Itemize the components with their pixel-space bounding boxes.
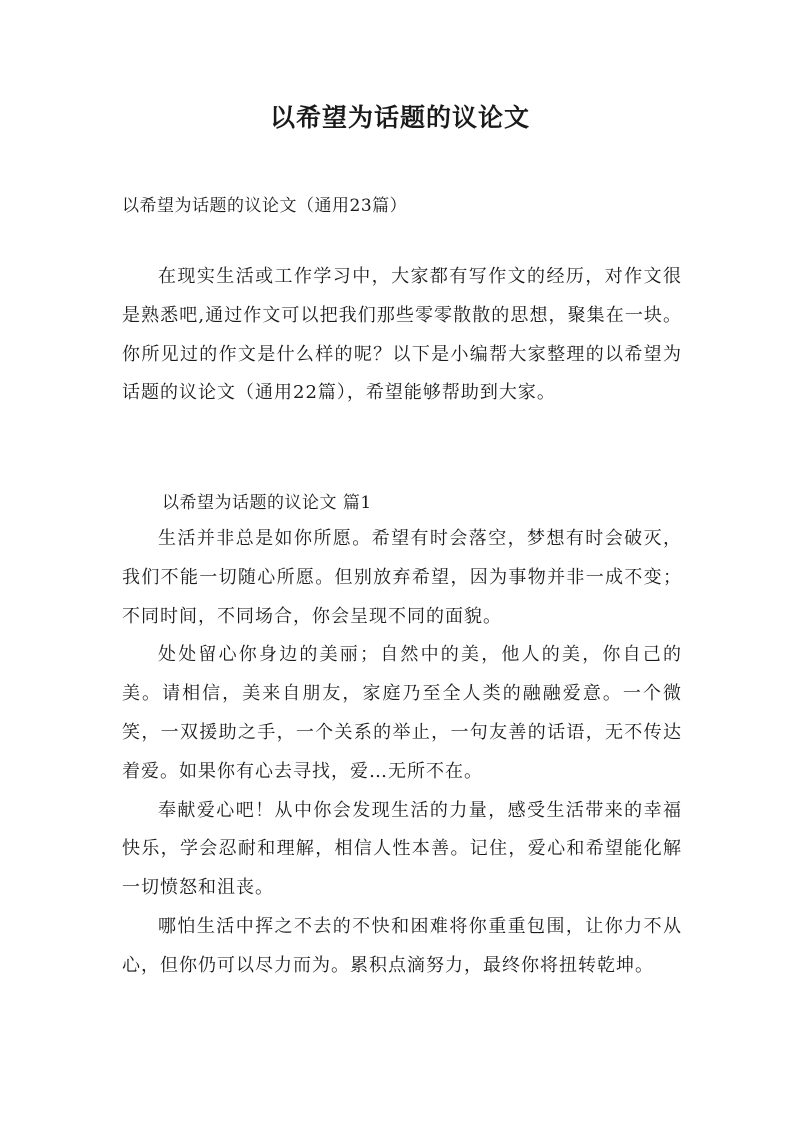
body-paragraph-2: 处处留心你身边的美丽；自然中的美，他人的美，你自己的美。请相信，美来自朋友，家庭乃至全人类的融融爱意。一个微笑，一双援助之手，一个关系的举止，一句友善的话语，无不传达着爱。如果你有心去寻找，爱…无所不在。 (122, 644, 682, 782)
intro-paragraph: 在现实生活或工作学习中，大家都有写作文的经历，对作文很是熟悉吧,通过作文可以把我们那些零零散散的思想，聚集在一块。你所见过的作文是什么样的呢？以下是小编帮大家整理的以希望为话题的议论文（通用22篇），希望能够帮助到大家。 (122, 266, 682, 404)
body-paragraph-3: 奉献爱心吧！从中你会发现生活的力量，感受生活带来的幸福快乐，学会忍耐和理解，相信人性本善。记住，爱心和希望能化解一切愤怒和沮丧。 (122, 799, 682, 899)
document-subtitle: 以希望为话题的议论文（通用23篇） (122, 196, 408, 216)
body-paragraph-4: 哪怕生活中挥之不去的不快和困难将你重重包围，让你力不从心，但你仍可以尽力而为。累积点滴努力，最终你将扭转乾坤。 (122, 915, 682, 976)
section-heading: 以希望为话题的议论文 篇1 (162, 493, 372, 513)
section-body (122, 520, 682, 986)
document-title: 以希望为话题的议论文 (269, 103, 530, 132)
intro-block (122, 258, 682, 413)
body-paragraph-1: 生活并非总是如你所愿。希望有时会落空，梦想有时会破灭，我们不能一切随心所愿。但别放弃希望，因为事物并非一成不变；不同时间，不同场合，你会呈现不同的面貌。 (122, 528, 682, 627)
